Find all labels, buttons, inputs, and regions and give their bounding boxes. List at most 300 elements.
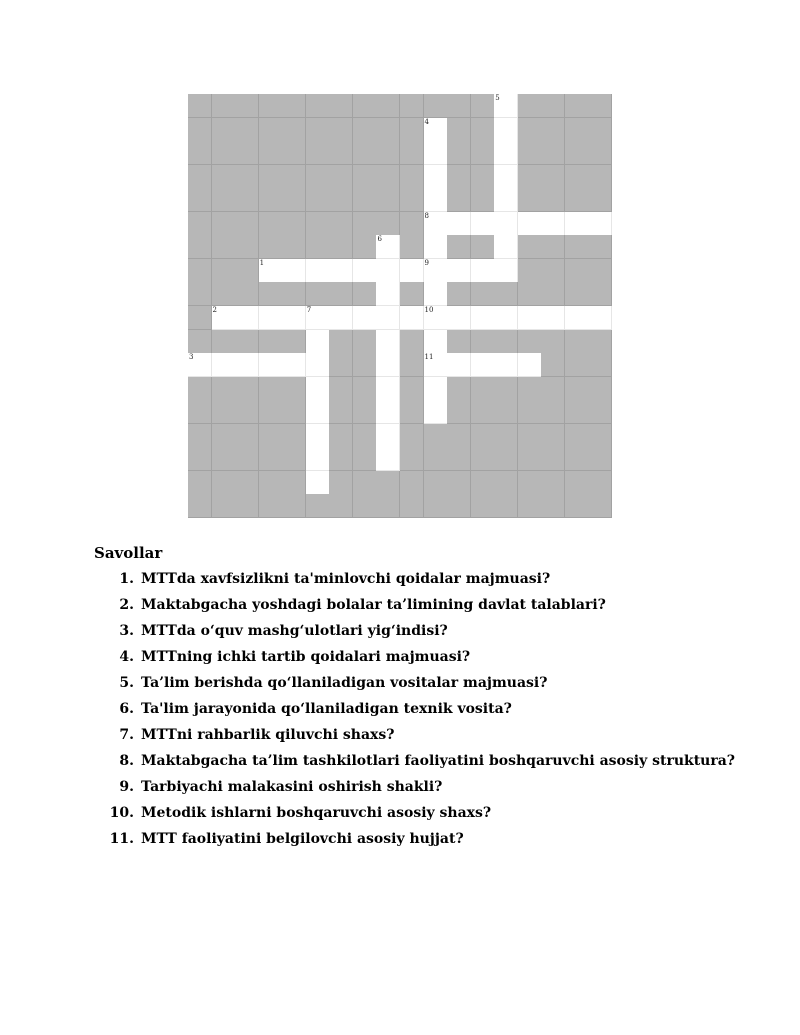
crossword-cell-empty[interactable] [212,353,236,377]
crossword-cell-blocked [494,400,518,424]
crossword-cell-empty[interactable] [424,259,448,283]
crossword-cell-empty[interactable] [494,118,518,142]
crossword-cell-empty[interactable] [376,447,400,471]
crossword-cell-blocked [306,118,330,142]
crossword-cell-empty[interactable] [376,424,400,448]
crossword-cell-blocked [212,377,236,401]
crossword-cell-blocked [518,259,542,283]
crossword-cell-blocked [329,471,353,495]
crossword-cell-blocked [212,330,236,354]
crossword-cell-blocked [329,235,353,259]
crossword-cell-blocked [400,424,424,448]
crossword-cell-blocked [518,424,542,448]
crossword-cell-empty[interactable] [588,212,612,236]
crossword-cell-blocked [447,118,471,142]
crossword-cell-blocked [471,330,495,354]
question-text: Maktabgacha yoshdagi bolalar ta’limining davlat talablari? [141,597,606,613]
crossword-cell-blocked [400,188,424,212]
crossword-cell-blocked [259,471,283,495]
crossword-cell-blocked [235,165,259,189]
crossword-cell-blocked [188,118,212,142]
crossword-cell-blocked [447,494,471,518]
crossword-cell-blocked [353,400,377,424]
crossword-cell-empty[interactable] [494,259,518,283]
crossword-cell-empty[interactable] [376,353,400,377]
crossword-cell-empty[interactable] [518,212,542,236]
crossword-cell-blocked [282,330,306,354]
crossword-cell-empty[interactable] [306,471,330,495]
crossword-cell-blocked [235,141,259,165]
crossword-cell-blocked [400,330,424,354]
crossword-cell-empty[interactable] [541,212,565,236]
crossword-cell-blocked [235,330,259,354]
crossword-cell-blocked [188,377,212,401]
crossword-cell-empty[interactable] [400,259,424,283]
crossword-cell-empty[interactable] [329,306,353,330]
crossword-cell-blocked [424,447,448,471]
crossword-cell-blocked [259,494,283,518]
crossword-cell-blocked [400,471,424,495]
crossword-cell-empty[interactable] [306,330,330,354]
crossword-cell-empty[interactable] [588,306,612,330]
crossword-cell-empty[interactable] [494,306,518,330]
crossword-cell-blocked [565,447,589,471]
crossword-cell-blocked [565,259,589,283]
crossword-cell-blocked [471,471,495,495]
crossword-cell-empty[interactable] [424,118,448,142]
crossword-cell-blocked [329,424,353,448]
crossword-cell-empty[interactable] [518,306,542,330]
crossword-cell-blocked [188,94,212,118]
crossword-cell-blocked [259,424,283,448]
crossword-cell-blocked [588,330,612,354]
crossword-cell-empty[interactable] [306,353,330,377]
crossword-cell-empty[interactable] [235,353,259,377]
question-number: 1. [119,571,134,587]
crossword-cell-empty[interactable] [471,259,495,283]
crossword-cell-empty[interactable] [494,188,518,212]
crossword-cell-blocked [494,471,518,495]
crossword-cell-blocked [400,447,424,471]
crossword-cell-blocked [518,141,542,165]
crossword-cell-empty[interactable] [424,400,448,424]
crossword-cell-empty[interactable] [565,306,589,330]
crossword-cell-empty[interactable] [471,306,495,330]
crossword-cell-blocked [588,94,612,118]
crossword-cell-blocked [353,353,377,377]
crossword-cell-blocked [282,447,306,471]
crossword-cell-blocked [306,141,330,165]
crossword-cell-blocked [329,118,353,142]
crossword-cell-blocked [353,165,377,189]
crossword-cell-blocked [588,259,612,283]
crossword-cell-empty[interactable] [282,259,306,283]
crossword-cell-blocked [541,118,565,142]
crossword-cell-blocked [282,424,306,448]
crossword-cell-empty[interactable] [424,353,448,377]
crossword-cell-blocked [188,259,212,283]
crossword-cell-blocked [212,165,236,189]
crossword-cell-blocked [588,400,612,424]
crossword-cell-empty[interactable] [376,377,400,401]
crossword-cell-blocked [494,447,518,471]
crossword-cell-blocked [235,188,259,212]
crossword-cell-blocked [329,353,353,377]
crossword-cell-empty[interactable] [471,212,495,236]
crossword-cell-blocked [447,141,471,165]
crossword-cell-blocked [565,330,589,354]
crossword-cell-blocked [306,235,330,259]
crossword-cell-blocked [188,494,212,518]
crossword-cell-blocked [212,447,236,471]
crossword-cell-blocked [376,188,400,212]
crossword-cell-blocked [376,141,400,165]
crossword-cell-blocked [329,400,353,424]
crossword-cell-blocked [376,118,400,142]
crossword-cell-empty[interactable] [424,306,448,330]
crossword-cell-blocked [447,94,471,118]
crossword-cell-blocked [376,494,400,518]
crossword-cell-blocked [353,235,377,259]
crossword-cell-blocked [565,400,589,424]
crossword-cell-empty[interactable] [424,212,448,236]
crossword-cell-blocked [565,188,589,212]
crossword-cell-blocked [329,94,353,118]
crossword-cell-blocked [306,212,330,236]
crossword-cell-empty[interactable] [306,400,330,424]
crossword-cell-empty[interactable] [259,259,283,283]
crossword-cell-blocked [518,330,542,354]
crossword-cell-blocked [565,494,589,518]
crossword-cell-empty[interactable] [376,400,400,424]
crossword-cell-blocked [282,471,306,495]
crossword-cell-blocked [212,400,236,424]
crossword-cell-empty[interactable] [494,141,518,165]
crossword-cell-blocked [588,235,612,259]
crossword-cell-blocked [518,188,542,212]
crossword-cell-empty[interactable] [447,259,471,283]
crossword-cell-blocked [188,282,212,306]
crossword-cell-blocked [541,188,565,212]
crossword-cell-blocked [188,212,212,236]
crossword-cell-empty[interactable] [376,235,400,259]
crossword-cell-blocked [376,212,400,236]
crossword-cell-blocked [447,377,471,401]
crossword-cell-blocked [565,141,589,165]
crossword-cell-blocked [376,94,400,118]
question-text: Maktabgacha ta’lim tashkilotlari faoliyatini boshqaruvchi asosiy struktura? [141,753,736,769]
question-number: 8. [119,753,134,769]
crossword-cell-empty[interactable] [306,306,330,330]
crossword-grid [188,94,612,518]
crossword-cell-blocked [353,424,377,448]
crossword-cell-blocked [212,235,236,259]
crossword-cell-blocked [353,494,377,518]
crossword-cell-blocked [400,377,424,401]
crossword-cell-blocked [212,212,236,236]
crossword-cell-empty[interactable] [447,306,471,330]
crossword-cell-blocked [235,494,259,518]
crossword-cell-blocked [353,188,377,212]
crossword-cell-empty[interactable] [376,259,400,283]
crossword-cell-blocked [306,282,330,306]
crossword-cell-blocked [282,188,306,212]
crossword-cell-blocked [259,188,283,212]
crossword-cell-empty[interactable] [235,306,259,330]
crossword-cell-blocked [541,400,565,424]
crossword-cell-blocked [235,447,259,471]
crossword-cell-empty[interactable] [424,141,448,165]
crossword-cell-blocked [282,212,306,236]
crossword-cell-blocked [541,235,565,259]
question-text: MTT faoliyatini belgilovchi asosiy hujjat? [141,831,464,847]
crossword-cell-blocked [235,212,259,236]
crossword-cell-blocked [400,235,424,259]
question-text: MTTning ichki tartib qoidalari majmuasi? [141,649,471,665]
crossword-cell-blocked [471,118,495,142]
crossword-cell-empty[interactable] [424,377,448,401]
crossword-cell-empty[interactable] [424,235,448,259]
crossword-cell-blocked [471,94,495,118]
clue-number: 3 [189,353,194,362]
crossword-cell-empty[interactable] [188,353,212,377]
clue-number: 11 [424,353,434,362]
crossword-cell-blocked [235,94,259,118]
crossword-cell-blocked [329,330,353,354]
crossword-cell-empty[interactable] [329,259,353,283]
crossword-cell-blocked [188,447,212,471]
crossword-cell-empty[interactable] [494,212,518,236]
crossword-cell-blocked [282,165,306,189]
question-text: Metodik ishlarni boshqaruvchi asosiy shaxs? [141,805,492,821]
question-number: 10. [109,805,134,821]
crossword-cell-blocked [188,330,212,354]
crossword-cell-blocked [353,118,377,142]
crossword-cell-blocked [235,377,259,401]
clue-number: 1 [259,258,265,267]
question-number: 7. [119,727,134,743]
question-number: 5. [119,675,134,691]
crossword-cell-empty[interactable] [306,447,330,471]
crossword-cell-empty[interactable] [282,306,306,330]
crossword-cell-blocked [471,165,495,189]
crossword-cell-empty[interactable] [306,259,330,283]
crossword-cell-blocked [588,471,612,495]
crossword-cell-blocked [353,377,377,401]
crossword-cell-blocked [518,282,542,306]
crossword-cell-blocked [353,447,377,471]
crossword-cell-blocked [212,424,236,448]
question-text: Ta'lim jarayonida qo‘llaniladigan texnik vosita? [141,701,512,717]
crossword-cell-blocked [471,282,495,306]
crossword-cell-blocked [541,424,565,448]
crossword-cell-blocked [565,471,589,495]
crossword-cell-blocked [329,377,353,401]
clue-number: 9 [424,258,430,267]
crossword-cell-blocked [212,188,236,212]
question-text: MTTda xavfsizlikni ta'minlovchi qoidalar majmuasi? [141,571,551,587]
crossword-cell-blocked [282,94,306,118]
crossword-cell-blocked [235,118,259,142]
crossword-cell-empty[interactable] [259,306,283,330]
crossword-cell-blocked [518,471,542,495]
crossword-cell-empty[interactable] [424,188,448,212]
crossword-cell-empty[interactable] [518,353,542,377]
crossword-cell-empty[interactable] [424,165,448,189]
crossword-cell-blocked [518,235,542,259]
crossword-cell-blocked [400,141,424,165]
crossword-cell-blocked [353,471,377,495]
crossword-cell-blocked [188,400,212,424]
crossword-cell-blocked [400,165,424,189]
crossword-cell-blocked [541,282,565,306]
question-number: 3. [119,623,134,639]
crossword-cell-blocked [212,259,236,283]
crossword-cell-empty[interactable] [447,353,471,377]
crossword-cell-blocked [447,235,471,259]
crossword-cell-blocked [518,447,542,471]
crossword-cell-blocked [565,118,589,142]
crossword-cell-blocked [494,377,518,401]
crossword-cell-blocked [235,259,259,283]
crossword-cell-empty[interactable] [306,424,330,448]
crossword-cell-blocked [235,471,259,495]
crossword-cell-empty[interactable] [424,282,448,306]
crossword-cell-blocked [306,494,330,518]
crossword-cell-blocked [588,282,612,306]
crossword-cell-empty[interactable] [565,212,589,236]
crossword-cell-blocked [282,400,306,424]
crossword-cell-blocked [282,494,306,518]
crossword-cell-blocked [565,94,589,118]
crossword-cell-blocked [541,330,565,354]
crossword-cell-blocked [424,494,448,518]
crossword-cell-blocked [212,282,236,306]
question-number: 4. [119,649,134,665]
crossword-cell-blocked [188,471,212,495]
crossword-cell-blocked [259,118,283,142]
crossword-cell-blocked [494,282,518,306]
crossword-cell-empty[interactable] [212,306,236,330]
crossword-cell-blocked [353,330,377,354]
crossword-cell-empty[interactable] [494,94,518,118]
crossword-cell-blocked [188,165,212,189]
crossword-cell-blocked [447,400,471,424]
crossword-cell-blocked [400,118,424,142]
crossword-cell-blocked [447,282,471,306]
crossword-cell-blocked [259,377,283,401]
crossword-cell-blocked [518,377,542,401]
crossword-cell-blocked [447,165,471,189]
crossword-cell-blocked [565,165,589,189]
crossword-cell-blocked [588,424,612,448]
clue-number: 4 [424,117,430,126]
crossword-cell-blocked [353,141,377,165]
crossword-cell-blocked [471,494,495,518]
crossword-cell-blocked [424,471,448,495]
crossword-cell-blocked [541,141,565,165]
crossword-cell-blocked [588,188,612,212]
crossword-cell-blocked [541,94,565,118]
crossword-cell-empty[interactable] [376,282,400,306]
crossword-cell-blocked [329,447,353,471]
crossword-cell-blocked [588,353,612,377]
crossword-cell-blocked [282,377,306,401]
crossword-cell-blocked [306,165,330,189]
question-text: MTTda o‘quv mashg‘ulotlari yig‘indisi? [141,623,448,639]
crossword-cell-blocked [541,165,565,189]
crossword-cell-blocked [518,118,542,142]
crossword-cell-blocked [400,282,424,306]
crossword-cell-blocked [541,471,565,495]
crossword-cell-blocked [212,471,236,495]
crossword-cell-empty[interactable] [494,235,518,259]
question-number: 2. [119,597,134,613]
crossword-cell-blocked [471,377,495,401]
crossword-cell-blocked [235,424,259,448]
crossword-cell-empty[interactable] [376,306,400,330]
clue-number: 8 [424,211,430,220]
crossword-cell-blocked [259,235,283,259]
crossword-cell-blocked [447,188,471,212]
crossword-cell-empty[interactable] [282,353,306,377]
crossword-cell-blocked [329,188,353,212]
crossword-cell-blocked [447,447,471,471]
crossword-cell-blocked [565,377,589,401]
crossword-cell-empty[interactable] [306,377,330,401]
question-text: Tarbiyachi malakasini oshirish shakli? [141,779,443,795]
crossword-cell-empty[interactable] [541,306,565,330]
crossword-cell-blocked [565,235,589,259]
crossword-cell-blocked [400,353,424,377]
crossword-cell-empty[interactable] [447,212,471,236]
crossword-cell-blocked [353,94,377,118]
crossword-cell-empty[interactable] [471,353,495,377]
crossword-cell-blocked [588,447,612,471]
crossword-cell-blocked [282,118,306,142]
crossword-cell-blocked [518,494,542,518]
crossword-cell-blocked [518,165,542,189]
crossword-cell-blocked [494,424,518,448]
crossword-cell-blocked [424,424,448,448]
crossword-cell-blocked [353,212,377,236]
crossword-cell-blocked [541,377,565,401]
crossword-cell-blocked [329,494,353,518]
crossword-cell-blocked [400,94,424,118]
crossword-cell-empty[interactable] [259,353,283,377]
crossword-cell-blocked [235,400,259,424]
crossword-cell-empty[interactable] [494,165,518,189]
crossword-cell-empty[interactable] [353,259,377,283]
crossword-cell-blocked [541,447,565,471]
crossword-cell-blocked [400,400,424,424]
questions-heading: Savollar [94,544,163,562]
crossword-cell-empty[interactable] [400,306,424,330]
crossword-cell-empty[interactable] [424,330,448,354]
crossword-cell-blocked [565,424,589,448]
crossword-cell-blocked [235,282,259,306]
clue-number: 2 [212,306,218,314]
crossword-cell-blocked [471,400,495,424]
crossword-cell-empty[interactable] [353,306,377,330]
crossword-cell-blocked [212,94,236,118]
crossword-cell-empty[interactable] [376,330,400,354]
crossword-cell-blocked [212,141,236,165]
crossword-cell-blocked [259,282,283,306]
crossword-cell-empty[interactable] [494,353,518,377]
crossword-cell-blocked [424,94,448,118]
crossword-cell-blocked [471,447,495,471]
